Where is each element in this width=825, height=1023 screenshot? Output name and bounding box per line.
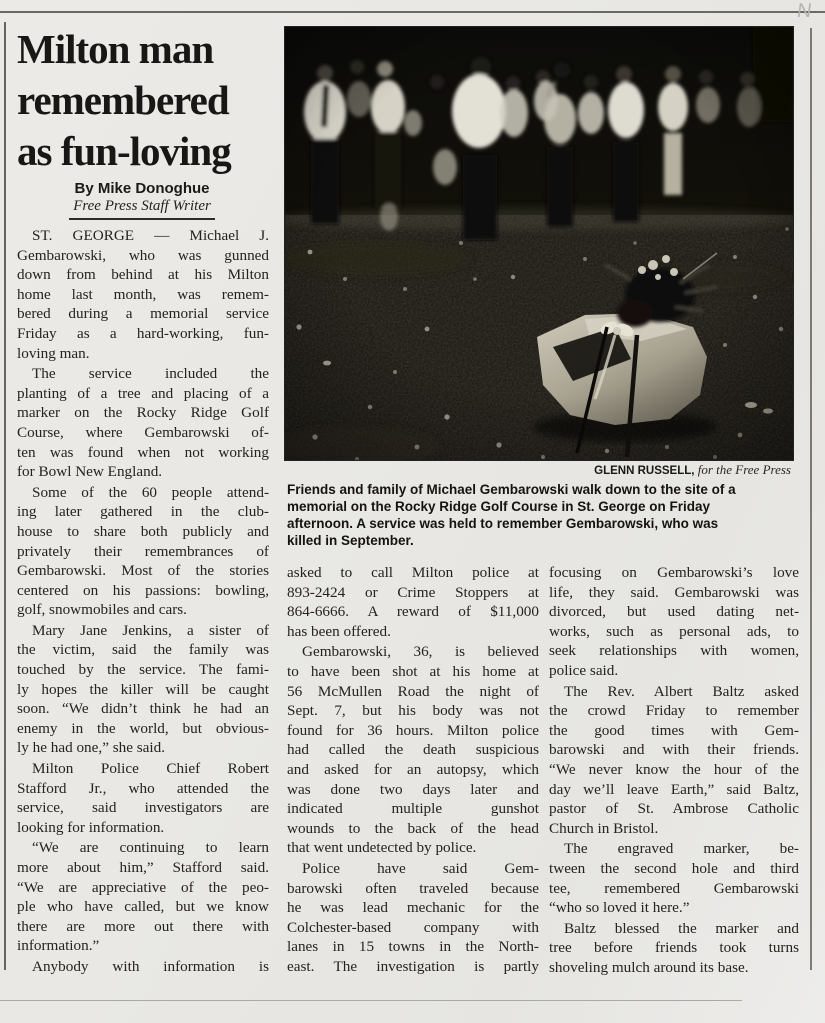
text-line: to have been shot at his home at <box>287 662 539 680</box>
text-line: down from behind at his Milton <box>17 266 269 284</box>
text-line: east. The investigation is partly <box>287 957 539 975</box>
paragraph <box>17 759 269 837</box>
paragraph <box>549 682 799 839</box>
paragraph <box>287 859 539 977</box>
bottom-rule <box>0 1000 742 1001</box>
text-line: asked to call Milton police at <box>287 564 539 581</box>
text-line: Church in Bristol. <box>549 819 659 837</box>
text-line: Stafford Jr., who attended the <box>17 779 269 797</box>
corner-mark: N <box>795 0 813 22</box>
text-line: Sept. 7, but his body was not <box>287 702 539 720</box>
paragraph <box>549 919 799 978</box>
text-line: tee, remembered Gembarowski <box>549 879 799 897</box>
text-line: divorced, but used dating net- <box>549 603 799 621</box>
text-line: had called the death suspicious <box>287 741 539 759</box>
memorial-photo <box>285 27 793 460</box>
text-line: touched by the service. The fami- <box>17 661 269 679</box>
text-line: the crowd Friday to remember <box>549 702 799 720</box>
text-line: privately their remembrances of <box>17 542 269 560</box>
right-edge-rule <box>810 28 812 970</box>
caption-line: afternoon. A service was held to remember Gembarowski, who was <box>287 516 719 531</box>
text-line: “We are appreciative of the peo- <box>17 878 269 896</box>
text-line: tween the second hole and third <box>549 859 799 877</box>
text-line: ple who have called, but we know <box>17 898 269 916</box>
headline <box>17 24 273 177</box>
text-line: home last month, was remem- <box>17 285 269 303</box>
text-line: Milton Police Chief Robert <box>32 760 269 778</box>
text-line: ST. GEORGE — Michael J. <box>32 227 269 244</box>
byline-role: Free Press Staff Writer <box>73 198 211 214</box>
text-line: barowski often traveled because <box>287 879 539 897</box>
text-line: Colchester-based company with <box>287 918 539 936</box>
headline-line: remembered <box>17 77 229 123</box>
photographer-name: GLENN RUSSELL, <box>594 465 695 477</box>
article-column-2 <box>287 563 539 977</box>
text-line: enemy in the world, but obvious- <box>17 719 269 737</box>
text-line: shoveling mulch around its base. <box>549 958 749 976</box>
text-line: planting of a tree and placing of a <box>17 384 269 402</box>
paragraph <box>17 621 269 758</box>
text-line: police said. <box>549 661 619 679</box>
text-line: loving man. <box>17 344 90 362</box>
text-line: “who so loved it here.” <box>549 899 690 917</box>
text-line: Friday as a hard-working, fun- <box>17 324 269 342</box>
text-line: “We never know the hour of the <box>549 760 799 778</box>
paragraph <box>549 563 799 681</box>
text-line: Gembarowski, who was gunned <box>17 246 269 264</box>
paragraph <box>287 563 539 641</box>
text-line: “We are continuing to learn <box>32 839 269 857</box>
text-line: ten was found when not working <box>17 443 269 461</box>
text-line: Anybody with information is <box>32 957 269 975</box>
text-line: Gembarowski. Most of the stories <box>17 562 269 580</box>
text-line: Mary Jane Jenkins, a sister of <box>32 621 269 639</box>
article-column-1 <box>17 226 269 978</box>
paragraph <box>17 483 269 620</box>
text-line: wounds to the back of the head <box>287 819 539 837</box>
text-line: looking for information. <box>17 818 165 836</box>
caption-line: memorial on the Rocky Ridge Golf Course in St. George on Friday <box>287 499 711 514</box>
text-line: golf, snowmobiles and cars. <box>17 601 187 619</box>
text-line: information.” <box>17 937 100 955</box>
text-line: there are more out there with <box>17 917 269 935</box>
text-line: found for 36 hours. Milton police <box>287 721 539 739</box>
text-line: that went undetected by police. <box>287 839 477 857</box>
photo-credit-attribution: for the Free Press <box>694 462 791 477</box>
text-line: indicated multiple gunshot <box>287 800 539 818</box>
text-line: soon. “We didn’t think he had an <box>17 700 269 718</box>
text-line: lanes in 15 towns in the North- <box>287 938 539 956</box>
text-line: pastor of St. Ambrose Catholic <box>549 800 799 818</box>
text-line: Baltz blessed the marker and <box>564 919 799 937</box>
paragraph <box>17 364 269 482</box>
text-line: barowski and with their friends. <box>549 741 799 759</box>
text-line: was done two days later and <box>287 780 539 798</box>
text-line: seek relationships with women, <box>549 642 799 660</box>
caption-line: killed in September. <box>287 533 414 548</box>
text-line: focusing on Gembarowski’s love <box>549 564 799 581</box>
text-line: Some of the 60 people attend- <box>32 483 269 501</box>
text-line: works, such as personal ads, to <box>549 622 799 640</box>
text-line: bered during a memorial service <box>17 305 269 323</box>
text-line: tree before friends took turns <box>549 939 799 957</box>
photo-caption <box>287 481 787 549</box>
top-rule <box>0 11 825 13</box>
memorial-photo-illustration <box>285 27 793 460</box>
byline-rule <box>69 218 215 220</box>
text-line: service, said investigators are <box>17 799 269 817</box>
text-line: has been offered. <box>287 622 391 640</box>
text-line: more about him,” Stafford said. <box>17 859 269 876</box>
paragraph <box>17 957 269 977</box>
text-line: the good times with Gem- <box>549 721 799 739</box>
paragraph <box>287 642 539 858</box>
text-line: Course, where Gembarowski of- <box>17 423 269 441</box>
text-line: 893-2424 or Crime Stoppers at <box>287 583 539 601</box>
text-line: ing later gathered in the club- <box>17 503 269 521</box>
text-line: 864-6666. A reward of $11,000 <box>287 603 539 621</box>
text-line: life, they said. Gembarowski was <box>549 583 799 601</box>
text-line: ly hopes the killer will be caught <box>17 680 269 698</box>
paragraph <box>549 839 799 917</box>
text-line: for Bowl New England. <box>17 463 163 481</box>
photo-credit <box>285 461 791 479</box>
headline-line: as fun-loving <box>17 128 231 174</box>
text-line: day we’ll leave Earth,” said Baltz, <box>549 780 799 798</box>
text-line: and asked for an autopsy, which <box>287 760 539 778</box>
article-column-3 <box>549 563 799 978</box>
paragraph <box>17 838 269 956</box>
text-line: 56 McMullen Road the night of <box>287 682 539 700</box>
text-line: he was lead mechanic for the <box>287 899 539 917</box>
text-line: ly he had one,” she said. <box>17 739 166 757</box>
paragraph <box>17 226 269 363</box>
text-line: house to share both publicly and <box>17 522 269 540</box>
text-line: marker on the Rocky Ridge Golf <box>17 404 269 422</box>
text-line: The Rev. Albert Baltz asked <box>564 682 799 700</box>
text-line: the victim, said the family was <box>17 641 269 659</box>
byline-author: By Mike Donoghue <box>74 180 210 197</box>
left-column-rule <box>4 22 6 970</box>
text-line: Gembarowski, 36, is believed <box>302 643 539 661</box>
text-line: Police have said Gem- <box>302 859 539 877</box>
text-line: The engraved marker, be- <box>564 840 799 858</box>
text-line: centered on his passions: bowling, <box>17 581 269 599</box>
caption-line: Friends and family of Michael Gembarowski walk down to the site of a <box>287 482 736 497</box>
headline-line: Milton man <box>17 26 214 72</box>
text-line: The service included the <box>32 365 269 383</box>
byline <box>17 180 267 220</box>
